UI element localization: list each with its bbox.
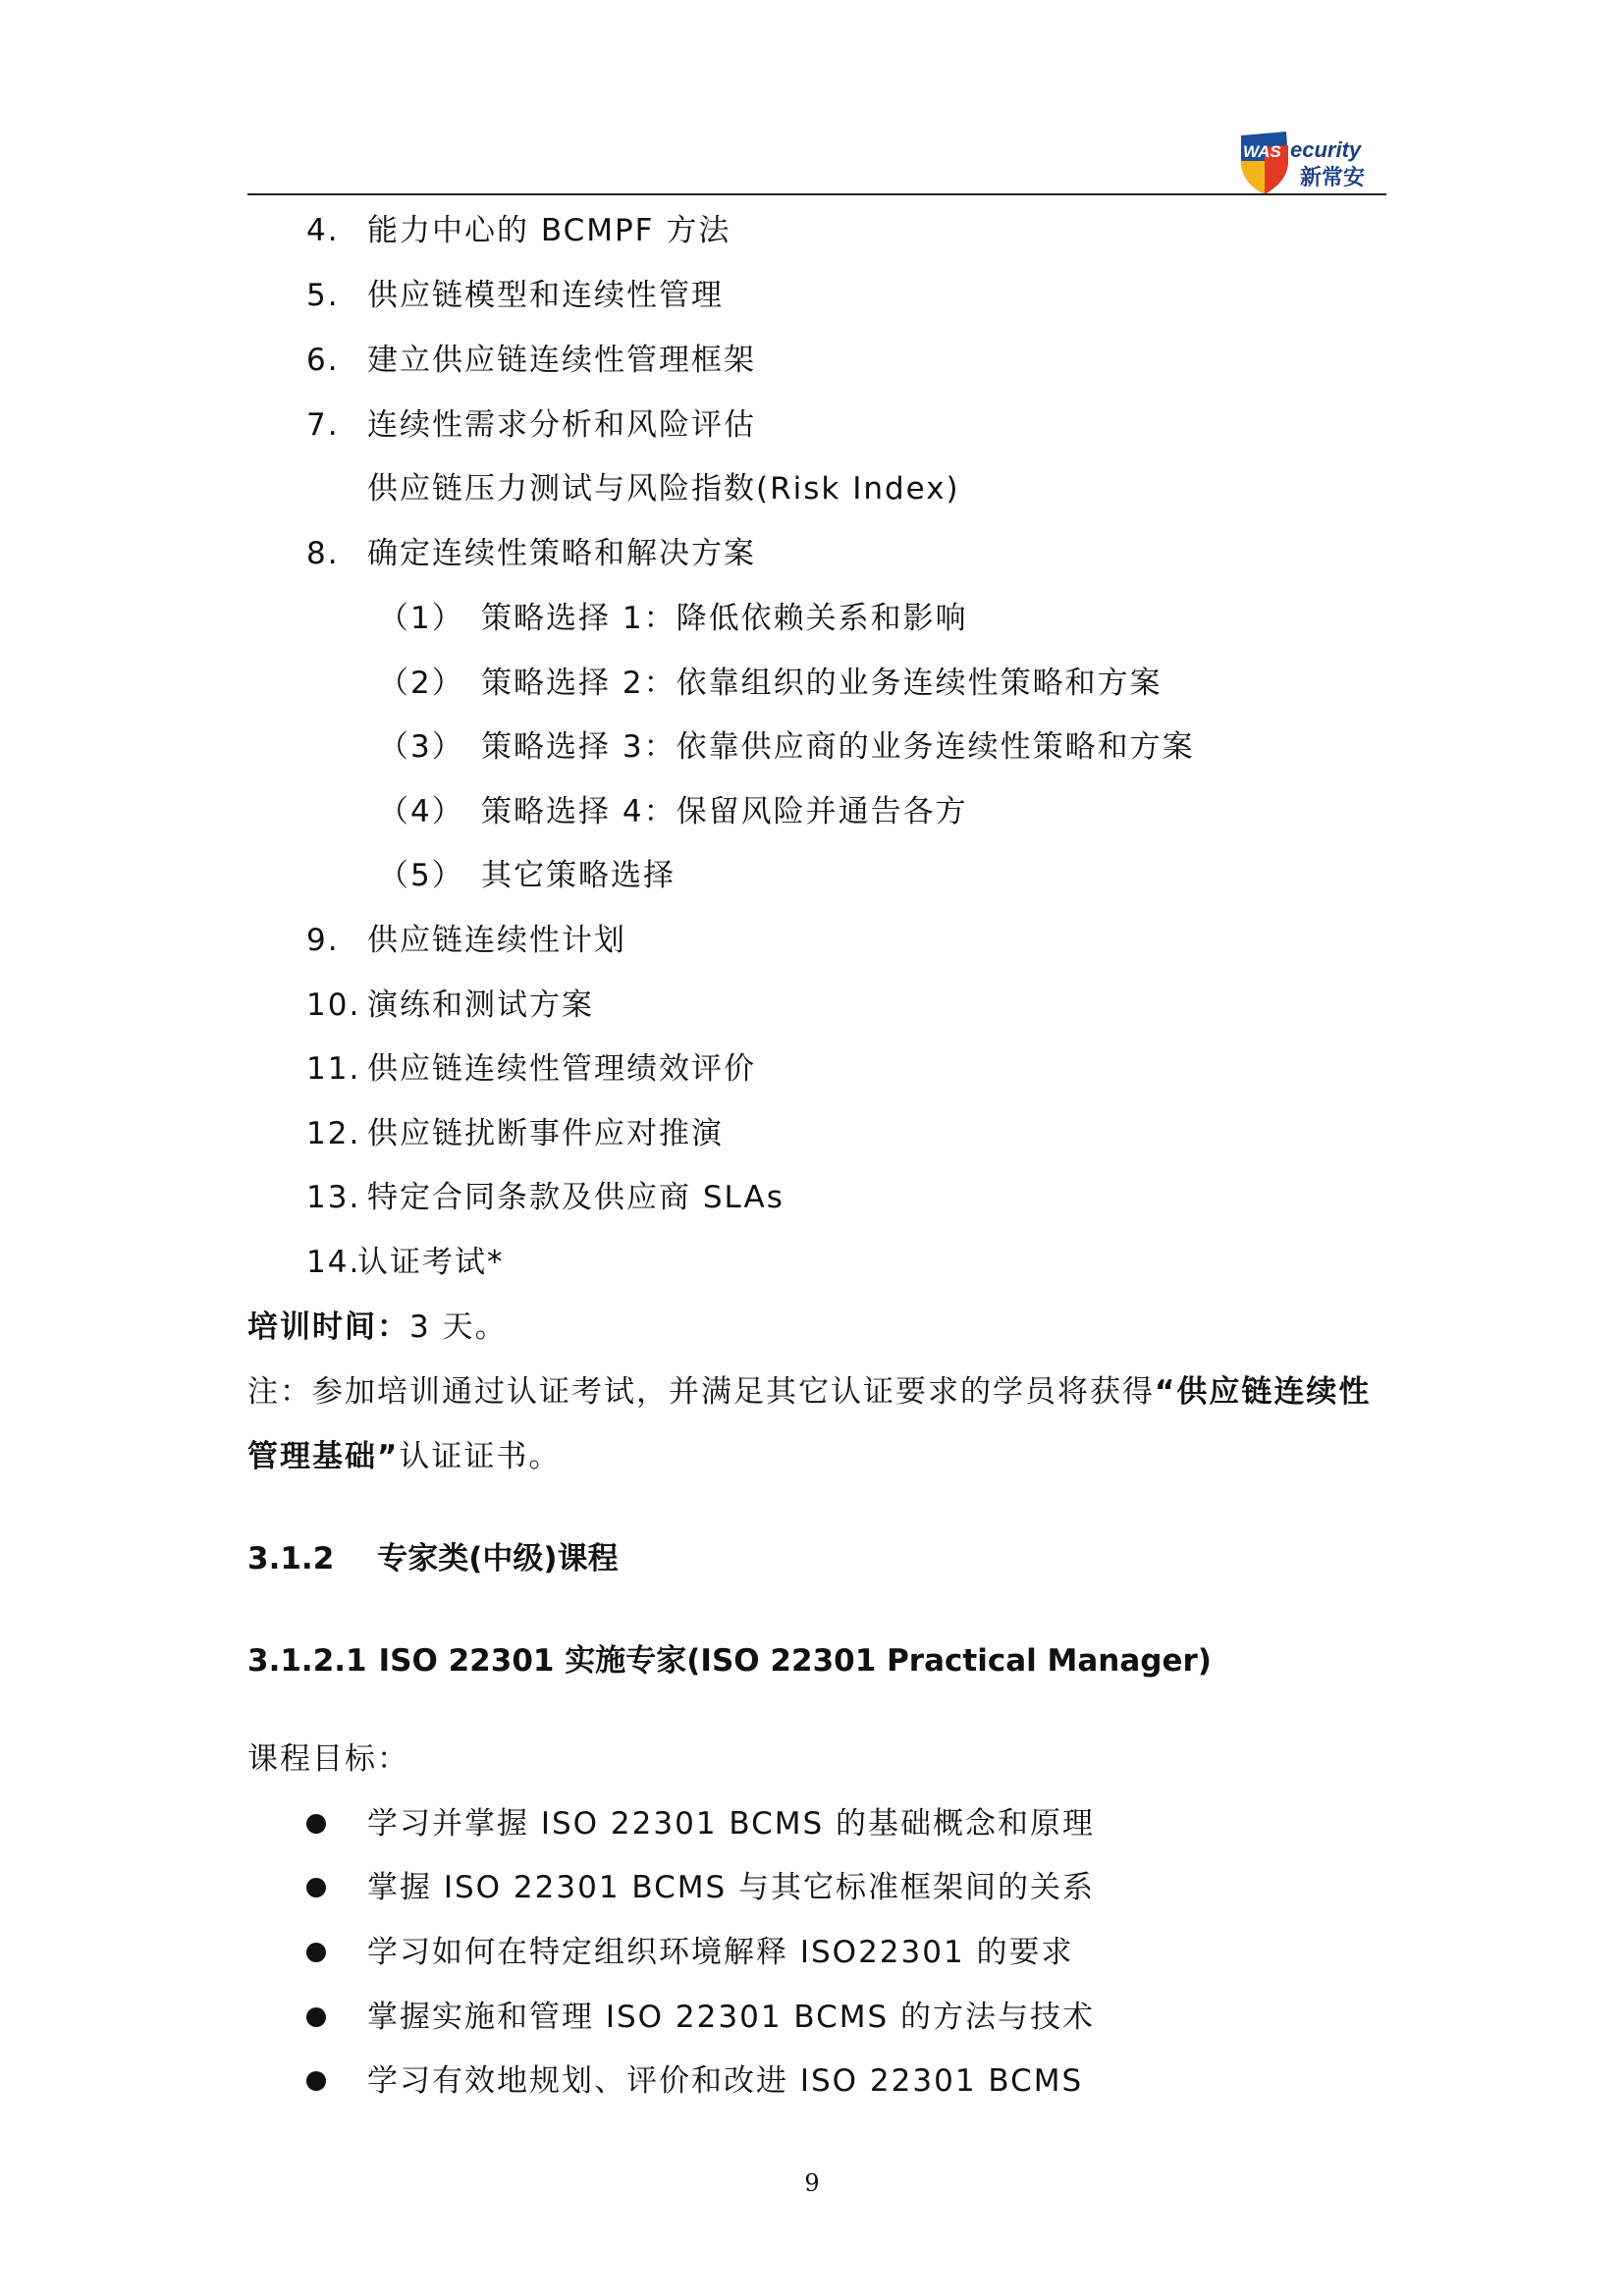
bullet-icon — [306, 1878, 326, 1897]
page-number: 9 — [804, 2169, 820, 2197]
header-rule — [247, 193, 1386, 195]
svg-text:新常安: 新常安 — [1300, 166, 1366, 190]
objectives-label: 课程目标： — [247, 1741, 409, 1777]
section-heading-312: 3.1.2 专家类(中级)课程 — [247, 1541, 619, 1576]
wasecurity-logo — [1239, 128, 1396, 196]
svg-text:ecurity: ecurity — [1290, 137, 1362, 162]
note-line-1: 注：参加培训通过认证考试，并满足其它认证要求的学员将获得“供应链连续性 — [247, 1374, 1372, 1410]
bullet-icon — [306, 1814, 326, 1834]
bullet-icon — [306, 2007, 326, 2027]
note-line-2: 管理基础”认证证书。 — [247, 1439, 562, 1474]
bullet-icon — [306, 1943, 326, 1962]
bullet-icon — [306, 2071, 326, 2091]
document-page: WAS ecurity 新常安 4. 能力中心的 BCMPF 方法 5. 供应链模型和连续性管理 6. 建立供应链连续性管理框架 7. 连续性需求分析和风险评估 供应链压力测试与风险指数(Risk Index) 8. 确定连续性策略和解决方案 （1） 策略选择 1：降低依赖关系和影响 （2） 策略选择 2：依靠组织的业务连续性策略和方案 （3） 策略选择 3：依靠供应商的业务连续性策略和方案 （4） 策略选择 4：保留风险并通告各方 （5） 其它策略选择 9. 供应链连续性计划 10. 演练和测试方案 11. 供应链连续性管理绩效评价 12. 供应链扰断事件应对推演 13. 特定合同条款及供应商 SLAs 14. 认证考试* 培训时间：3 天。 注：参加培训通过认证考试，并满足其它认证要求的学员将获得“供应链连续性 管理基础”认证证书。 3.1.2 专家类(中级)课程 3.1.2.1 ISO 22301 实施专家(ISO 22301 Practical Manager) 课程目标： 学习并掌握 ISO 22301 BCMS 的基础概念和原理 掌握 ISO 22301 BCMS 与其它标准框架间的关系 学习如何在特定组织环境解释 ISO22301 的要求 掌握实施和管理 ISO 22301 BCMS 的方法与技术 学习有效地规划、评价和改进 ISO 22301 BCMS 9 — [0, 0, 1624, 2296]
training-time: 培训时间：3 天。 — [247, 1309, 508, 1345]
section-heading-3121: 3.1.2.1 ISO 22301 实施专家(ISO 22301 Practical Manager) — [247, 1643, 1212, 1679]
svg-text:WAS: WAS — [1243, 142, 1281, 161]
